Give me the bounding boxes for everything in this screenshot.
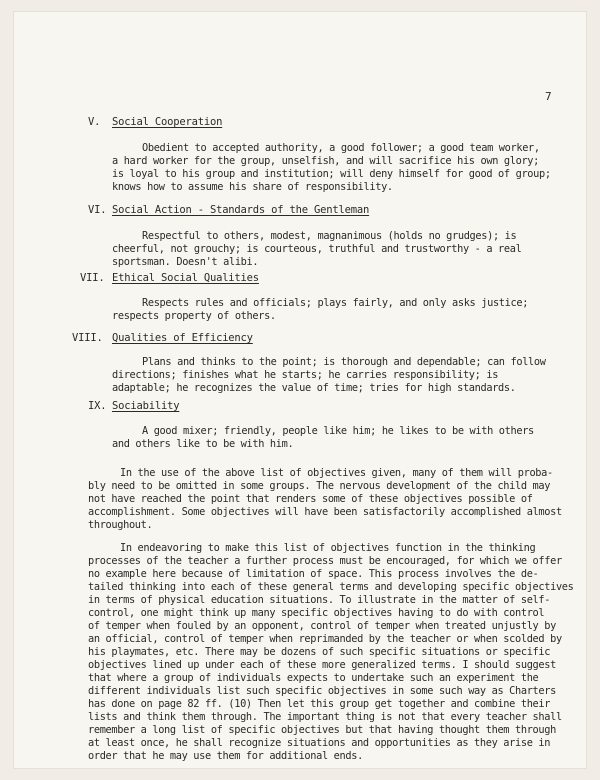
paragraph-line: throughout. xyxy=(88,519,153,531)
section-heading: Social Action - Standards of the Gentleman xyxy=(112,204,370,216)
paragraph-line: no example here because of limitation of space. This process involves the de- xyxy=(88,568,539,580)
paragraph-line: of temper when fouled by an opponent, control of temper when treated unjustly by xyxy=(88,620,556,632)
document-page xyxy=(14,12,586,768)
paragraph-line: an official, control of temper when reprimanded by the teacher or when scolded by xyxy=(88,633,562,645)
paragraph-line: remember a long list of specific objectives but that having thought them through xyxy=(88,724,556,736)
paragraph-line: tailed thinking into each of these general terms and developing specific objectives xyxy=(88,581,574,593)
section-numeral: V. xyxy=(88,116,101,128)
paragraph-line: his playmates, etc. There may be dozens of such specific situations or specific xyxy=(88,646,551,658)
text-line: a hard worker for the group, unselfish, and will sacrifice his own glory; xyxy=(112,155,539,167)
text-line: directions; finishes what he starts; he carries responsibility; is xyxy=(112,369,499,381)
paragraph-line: control, one might think up many specific objectives having to do with control xyxy=(88,607,545,619)
paragraph-line: order that he may use them for additional ends. xyxy=(88,750,363,762)
paragraph-line: not have reached the point that renders some of these objectives possible of xyxy=(88,493,533,505)
section-numeral: VII. xyxy=(80,272,105,284)
paragraph-line: in terms of physical education situations. To illustrate in the matter of self- xyxy=(88,594,551,606)
paragraph-line: In the use of the above list of objectives given, many of them will proba- xyxy=(120,467,553,479)
section-heading: Qualities of Efficiency xyxy=(112,332,253,344)
text-line: A good mixer; friendly, people like him; he likes to be with others xyxy=(142,425,534,437)
text-line: Respectful to others, modest, magnanimous (holds no grudges); is xyxy=(142,230,517,242)
text-line: and others like to be with him. xyxy=(112,438,294,450)
text-line: Respects rules and officials; plays fairly, and only asks justice; xyxy=(142,297,529,309)
text-line: knows how to assume his share of responsibility. xyxy=(112,181,393,193)
paragraph-line: different individuals list such specific objectives in some such way as Charters xyxy=(88,685,556,697)
text-line: is loyal to his group and institution; will deny himself for good of group; xyxy=(112,168,551,180)
paragraph-line: bly need to be omitted in some groups. The nervous development of the child may xyxy=(88,480,551,492)
paragraph-line: at least once, he shall recognize situations and opportunities as they arise in xyxy=(88,737,551,749)
paragraph-line: has done on page 82 ff. (10) Then let this group get together and combine their xyxy=(88,698,551,710)
page-number: 7 xyxy=(545,90,552,103)
paragraph-line: objectives lined up under each of these more generalized terms. I should suggest xyxy=(88,659,556,671)
text-line: sportsman. Doesn't alibi. xyxy=(112,256,259,268)
section-heading: Sociability xyxy=(112,400,180,412)
section-numeral: VIII. xyxy=(72,332,103,344)
text-line: cheerful, not grouchy; is courteous, truthful and trustworthy - a real xyxy=(112,243,522,255)
text-line: respects property of others. xyxy=(112,310,276,322)
section-heading: Ethical Social Qualities xyxy=(112,272,259,284)
paragraph-line: accomplishment. Some objectives will have been satisfactorily accomplished almost xyxy=(88,506,562,518)
section-heading: Social Cooperation xyxy=(112,116,223,128)
paragraph-line: processes of the teacher a further process must be encouraged, for which we offer xyxy=(88,555,562,567)
paragraph-line: lists and think them through. The important thing is not that every teacher shall xyxy=(88,711,562,723)
section-numeral: VI. xyxy=(88,204,107,216)
paragraph-line: that where a group of individuals expects to undertake such an experiment the xyxy=(88,672,539,684)
paragraph-line: In endeavoring to make this list of objectives function in the thinking xyxy=(120,542,536,554)
section-numeral: IX. xyxy=(88,400,107,412)
text-line: adaptable; he recognizes the value of time; tries for high standards. xyxy=(112,382,516,394)
text-line: Plans and thinks to the point; is thorough and dependable; can follow xyxy=(142,356,546,368)
text-line: Obedient to accepted authority, a good follower; a good team worker, xyxy=(142,142,540,154)
